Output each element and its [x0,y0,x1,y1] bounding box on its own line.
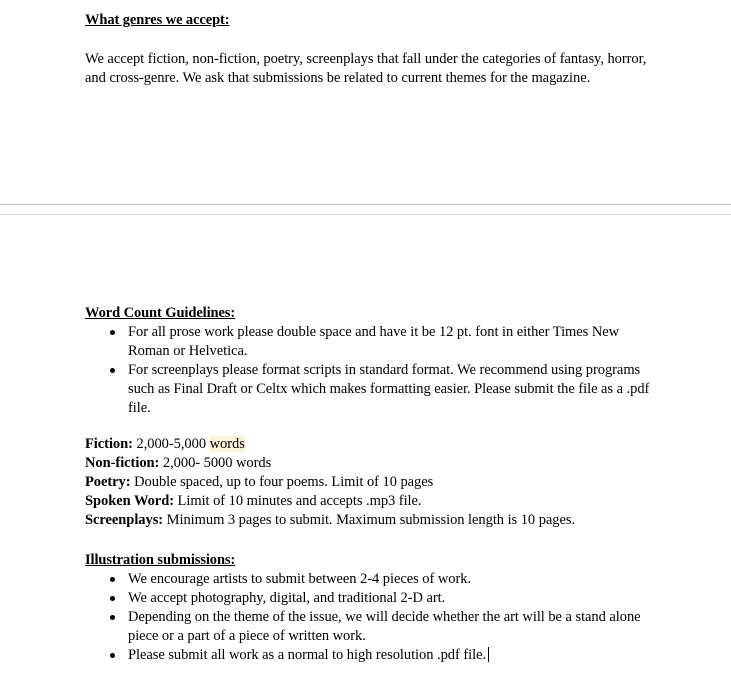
page-one-body [0,0,731,204]
page-two-body [0,216,731,700]
genres-paragraph: We accept fiction, non-fiction, poetry, screenplays that fall under the categories of fantasy, horror, and cross-genre. We ask that submissions be related to current themes for the magazine. [85,51,647,86]
word-count-definition-list [85,435,645,530]
list-item-text: We accept photography, digital, and traditional 2-D art. [128,590,446,606]
list-item [85,589,660,608]
count-row-screenplays [85,511,645,530]
page-break-gap [0,205,731,214]
text-cursor-caret[interactable] [488,647,489,662]
count-row-non-fiction [85,454,645,473]
list-item: For all prose work please double space and have it be 12 pt. font in either Times New Roman or Helvetica. [85,323,660,361]
count-row-spoken-word [85,492,645,511]
count-term: Spoken Word: [85,493,174,509]
illustration-bullet-list [85,570,660,665]
genres-heading: What genres we accept: [85,12,230,28]
list-item-text: We encourage artists to submit between 2-4 pieces of work. [128,571,472,587]
count-row-poetry [85,473,645,492]
list-item: For screenplays please format scripts in standard format. We recommend using programs such as Final Draft or Celtx which makes formatting easier. Please submit the file as a .pdf file. [85,361,660,418]
list-item [85,646,660,665]
page-break-separator [0,204,731,216]
count-term: Screenplays: [85,512,164,528]
count-term: Poetry: [85,474,131,490]
count-row-fiction [85,435,645,454]
count-value-pre: 2,000- 5000 words [159,455,272,471]
word-count-guidelines-heading: Word Count Guidelines: [85,305,236,321]
count-value-pre: 2,000-5,000 [132,436,210,452]
list-item-text: Depending on the theme of the issue, we will decide whether the art will be a stand alone piece or a part of a piece of written work. [128,609,641,644]
count-term: Non-fiction: [85,455,160,471]
count-value-pre: Minimum 3 pages to submit. Maximum submission length is 10 pages. [163,512,576,528]
word-count-bullet-list [85,323,660,418]
highlighted-text: words [209,436,245,452]
illustration-submissions-heading: Illustration submissions: [85,552,236,568]
count-term: Fiction: [85,436,133,452]
list-item [85,608,660,646]
page-break-rule-bottom [0,214,731,215]
count-value-pre: Limit of 10 minutes and accepts .mp3 file. [173,493,422,509]
count-value-pre: Double spaced, up to four poems. Limit of 10 pages [130,474,434,490]
list-item-text: Please submit all work as a normal to high resolution .pdf file. [128,647,487,663]
list-item [85,570,660,589]
